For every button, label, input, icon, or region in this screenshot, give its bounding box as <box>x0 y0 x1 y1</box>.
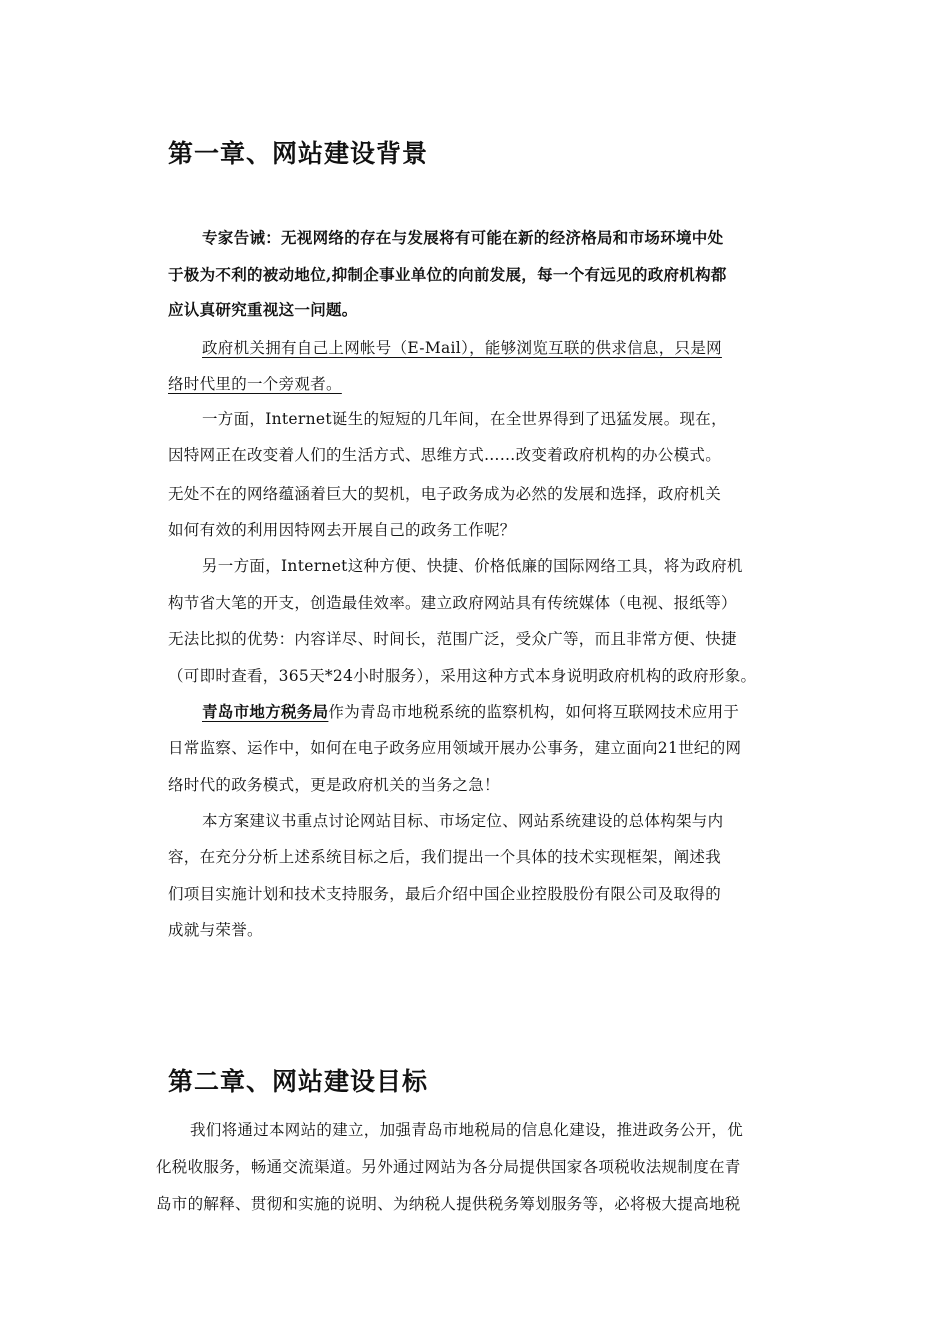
bureau-paragraph-line-1 <box>202 702 739 722</box>
bureau-paragraph-text: 作为青岛市地税系统的监察机构，如何将互联网技术应用于 <box>328 703 740 721</box>
expert-warning-line-1: 专家告诫：无视网络的存在与发展将有可能在新的经济格局和市场环境中处 <box>202 228 724 247</box>
expert-warning-line-3: 应认真研究重视这一问题。 <box>168 300 358 319</box>
other-paragraph-line-2: 构节省大笔的开支，创造最佳效率。建立政府网站具有传统媒体（电视、报纸等） <box>168 594 737 612</box>
other-paragraph-line-3: 无法比拟的优势：内容详尽、时间长，范围广泛，受众广等，而且非常方便、快捷 <box>168 630 737 648</box>
other-paragraph-line-1: 另一方面，Internet这种方便、快捷、价格低廉的国际网络工具，将为政府机 <box>202 557 743 575</box>
bureau-name: 青岛市地方税务局 <box>202 702 329 721</box>
plan-paragraph-line-1: 本方案建议书重点讨论网站目标、市场定位、网站系统建设的总体构架与内 <box>202 812 724 830</box>
chapter-2-title: 第二章、网站建设目标 <box>168 1067 429 1096</box>
plan-paragraph-line-3: 们项目实施计划和技术支持服务，最后介绍中国企业控股股份有限公司及取得的 <box>168 885 722 903</box>
bureau-paragraph-line-2: 日常监察、运作中，如何在电子政务应用领域开展办公事务，建立面向21世纪的网 <box>168 739 742 757</box>
other-paragraph-line-4: （可即时查看，365天*24小时服务），采用这种方式本身说明政府机构的政府形象。 <box>168 667 757 685</box>
expert-warning-line-2: 于极为不利的被动地位,抑制企事业单位的向前发展，每一个有远见的政府机构都 <box>168 265 727 284</box>
goal-paragraph-line-2: 化税收服务，畅通交流渠道。另外通过网站为各分局提供国家各项税收法规制度在青 <box>156 1158 741 1176</box>
goal-paragraph-line-3: 岛市的解释、贯彻和实施的说明、为纳税人提供税务筹划服务等，必将极大提高地税 <box>156 1195 741 1213</box>
bureau-paragraph-line-3: 络时代的政务模式，更是政府机关的当务之急！ <box>168 776 500 794</box>
plan-paragraph-line-2: 容，在充分分析上述系统目标之后，我们提出一个具体的技术实现框架，阐述我 <box>168 848 722 866</box>
internet-paragraph-line-2: 因特网正在改变着人们的生活方式、思维方式……改变着政府机构的办公模式。 <box>168 446 722 464</box>
internet-paragraph-line-1: 一方面，Internet诞生的短短的几年间，在全世界得到了迅猛发展。现在， <box>202 410 727 428</box>
internet-paragraph-line-4: 如何有效的利用因特网去开展自己的政务工作呢？ <box>168 521 516 539</box>
goal-paragraph-line-1: 我们将通过本网站的建立，加强青岛市地税局的信息化建设，推进政务公开，优 <box>190 1121 744 1139</box>
chapter-1-title: 第一章、网站建设背景 <box>168 139 429 168</box>
observer-line-1: 政府机关拥有自己上网帐号（E-Mail），能够浏览互联的供求信息，只是网 <box>202 339 722 357</box>
plan-paragraph-line-4: 成就与荣誉。 <box>168 921 263 939</box>
observer-line-2: 络时代里的一个旁观者。 <box>168 375 342 393</box>
internet-paragraph-line-3: 无处不在的网络蕴涵着巨大的契机，电子政务成为必然的发展和选择，政府机关 <box>168 485 722 503</box>
